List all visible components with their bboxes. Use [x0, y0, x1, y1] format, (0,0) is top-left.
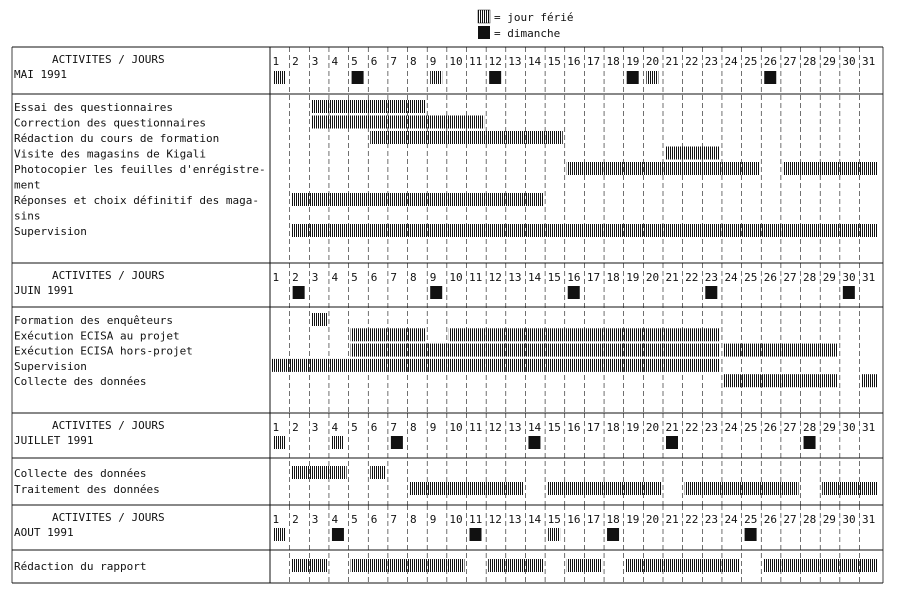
day-number: 27	[783, 513, 797, 526]
sunday-marker	[764, 71, 776, 84]
sunday-marker	[705, 286, 717, 299]
day-number: 19	[626, 271, 640, 284]
month-label: MAI 1991	[14, 68, 67, 81]
activity-bar	[351, 328, 426, 341]
month-label: JUIN 1991	[14, 284, 74, 297]
day-number: 12	[488, 55, 502, 68]
day-number: 20	[645, 55, 660, 68]
sunday-marker	[745, 528, 757, 541]
day-number: 16	[567, 513, 581, 526]
month-label: AOUT 1991	[14, 526, 74, 539]
day-number: 5	[351, 271, 358, 284]
day-number: 7	[390, 421, 398, 434]
day-number: 9	[429, 55, 437, 68]
day-number: 24	[724, 271, 738, 284]
sunday-marker	[391, 436, 403, 449]
day-number: 10	[449, 271, 463, 284]
month-label: JUILLET 1991	[14, 434, 94, 447]
activity-bar	[783, 162, 877, 175]
day-number: 3	[311, 513, 319, 526]
sunday-legend-label: = dimanche	[494, 27, 561, 40]
day-number: 21	[665, 421, 679, 434]
activity-bar	[665, 147, 720, 160]
activity-label: Exécution ECISA au projet	[14, 329, 180, 343]
activity-label: Supervision	[14, 225, 87, 238]
day-number: 1	[272, 513, 280, 526]
header-title: ACTIVITES / JOURS	[52, 511, 165, 524]
header-title: ACTIVITES / JOURS	[52, 53, 165, 66]
day-number: 22	[685, 271, 699, 284]
day-number: 24	[724, 421, 738, 434]
sunday-marker	[293, 286, 305, 299]
day-number: 20	[645, 513, 660, 526]
activity-bar	[272, 359, 720, 372]
day-number: 31	[862, 421, 876, 434]
day-number: 4	[331, 55, 339, 68]
activity-bar	[724, 344, 838, 357]
activity-bar	[311, 100, 425, 113]
day-number: 23	[704, 421, 719, 434]
day-number: 27	[783, 55, 797, 68]
activity-bar	[626, 559, 740, 572]
day-number: 2	[292, 55, 299, 68]
activity-label: Rédaction du cours de formation	[14, 132, 220, 145]
day-number: 13	[508, 513, 522, 526]
sunday-marker	[666, 436, 678, 449]
activity-label: Collecte des données	[14, 375, 147, 389]
day-number: 25	[744, 421, 758, 434]
day-number: 7	[390, 271, 398, 284]
day-number: 12	[488, 271, 502, 284]
day-number: 10	[449, 421, 463, 434]
day-number: 16	[567, 55, 581, 68]
holiday-marker	[273, 71, 285, 84]
day-number: 19	[626, 421, 640, 434]
day-number: 14	[527, 55, 542, 68]
day-number: 13	[508, 421, 522, 434]
activity-bar	[685, 482, 799, 495]
day-number: 31	[862, 55, 876, 68]
day-number: 3	[311, 421, 319, 434]
schedule-grid	[12, 47, 883, 583]
sunday-marker	[352, 71, 364, 84]
day-number: 3	[311, 55, 319, 68]
day-number: 4	[331, 421, 339, 434]
activity-bar	[488, 559, 543, 572]
sunday-marker	[843, 286, 855, 299]
activity-label: Formation des enquêteurs	[14, 314, 173, 327]
day-number: 29	[822, 55, 836, 68]
day-number: 8	[410, 271, 417, 284]
activity-bar	[370, 466, 386, 479]
day-number: 5	[351, 55, 358, 68]
month-block-juin	[12, 263, 883, 413]
day-number: 9	[429, 421, 437, 434]
day-number: 14	[527, 421, 542, 434]
activity-bar	[351, 559, 465, 572]
day-number: 7	[390, 55, 398, 68]
day-number: 26	[763, 513, 777, 526]
day-number: 17	[586, 55, 601, 68]
day-number: 1	[272, 421, 280, 434]
day-number: 21	[665, 55, 679, 68]
sunday-marker	[528, 436, 540, 449]
day-number: 6	[370, 513, 378, 526]
day-number: 5	[351, 513, 358, 526]
day-number: 10	[449, 55, 463, 68]
sunday-marker	[430, 286, 442, 299]
activity-label: Collecte des données	[14, 467, 147, 480]
sunday-marker	[607, 528, 619, 541]
day-number: 28	[803, 55, 817, 68]
day-number: 30	[842, 55, 856, 68]
day-number: 6	[370, 421, 378, 434]
day-number: 7	[390, 513, 398, 526]
day-number: 31	[862, 513, 876, 526]
activity-label: Visite des magasins de Kigali	[14, 147, 207, 161]
sunday-marker	[489, 71, 501, 84]
day-number: 15	[547, 513, 561, 526]
day-number: 30	[842, 421, 856, 434]
holiday-marker	[646, 71, 658, 84]
day-number: 28	[803, 421, 817, 434]
day-number: 14	[527, 513, 542, 526]
day-number: 6	[370, 271, 378, 284]
day-number: 8	[410, 55, 417, 68]
day-number: 17	[586, 513, 601, 526]
activity-bar	[763, 559, 877, 572]
holiday-legend-label: = jour férié	[494, 11, 574, 24]
day-number: 17	[586, 421, 601, 434]
activity-label: Traitement des données	[14, 483, 160, 496]
day-number: 23	[704, 513, 719, 526]
day-number: 24	[724, 513, 738, 526]
day-number: 19	[626, 513, 640, 526]
activity-bar	[724, 374, 838, 387]
activity-label: Exécution ECISA hors-projet	[14, 344, 193, 358]
day-number: 8	[410, 421, 417, 434]
activity-bar	[567, 162, 760, 175]
day-number: 18	[606, 421, 620, 434]
day-number: 21	[665, 271, 679, 284]
day-number: 26	[763, 271, 777, 284]
month-block-aout	[12, 505, 883, 583]
day-number: 30	[842, 271, 856, 284]
day-number: 9	[429, 513, 437, 526]
header-title: ACTIVITES / JOURS	[52, 419, 165, 432]
holiday-marker	[273, 528, 285, 541]
day-number: 4	[331, 271, 339, 284]
day-number: 13	[508, 271, 522, 284]
activity-label: Photocopier les feuilles d'enrégistre-	[14, 163, 266, 176]
day-number: 27	[783, 271, 797, 284]
holiday-marker	[548, 528, 560, 541]
month-block-mai	[12, 47, 883, 263]
day-number: 28	[803, 513, 817, 526]
day-number: 26	[763, 421, 777, 434]
legend	[478, 10, 573, 40]
sunday-marker	[332, 528, 344, 541]
day-number: 20	[645, 421, 660, 434]
activity-bar	[292, 466, 347, 479]
activity-bar	[547, 482, 661, 495]
day-number: 18	[606, 55, 620, 68]
sunday-marker	[568, 286, 580, 299]
activity-label: Essai des questionnaires	[14, 101, 173, 114]
holiday-marker	[332, 436, 344, 449]
day-number: 11	[469, 421, 483, 434]
day-number: 27	[783, 421, 797, 434]
day-number: 29	[822, 271, 836, 284]
sunday-marker	[804, 436, 816, 449]
day-number: 1	[272, 55, 280, 68]
activity-bar	[351, 344, 720, 357]
activity-label: Supervision	[14, 359, 87, 373]
sunday-marker	[470, 528, 482, 541]
activity-bar	[292, 193, 543, 206]
day-number: 12	[488, 513, 502, 526]
day-number: 22	[685, 55, 699, 68]
day-number: 22	[685, 513, 699, 526]
activity-bar	[822, 482, 877, 495]
day-number: 29	[822, 421, 836, 434]
day-number: 31	[862, 271, 876, 284]
activity-label: ment	[14, 178, 41, 192]
day-number: 23	[704, 271, 719, 284]
activity-bar	[370, 131, 563, 144]
day-number: 28	[803, 271, 817, 284]
day-number: 15	[547, 421, 561, 434]
activity-bar	[567, 559, 602, 572]
day-number: 1	[272, 271, 280, 284]
sunday-marker	[627, 71, 639, 84]
day-number: 5	[351, 421, 358, 434]
day-number: 29	[822, 513, 836, 526]
day-number: 18	[606, 271, 620, 284]
day-number: 8	[410, 513, 417, 526]
activity-label: Correction des questionnaires	[14, 116, 207, 130]
day-number: 10	[449, 513, 463, 526]
day-number: 11	[469, 513, 483, 526]
day-number: 30	[842, 513, 856, 526]
holiday-marker	[273, 436, 285, 449]
day-number: 21	[665, 513, 679, 526]
activity-bar	[311, 313, 327, 326]
day-number: 25	[744, 271, 758, 284]
day-number: 11	[469, 271, 483, 284]
day-number: 11	[469, 55, 483, 68]
sunday-legend-swatch	[478, 26, 490, 39]
activity-bar	[311, 116, 484, 129]
day-number: 24	[724, 55, 738, 68]
day-number: 19	[626, 55, 640, 68]
day-number: 23	[704, 55, 719, 68]
day-number: 22	[685, 421, 699, 434]
day-number: 2	[292, 271, 299, 284]
activity-label: Rédaction du rapport	[14, 560, 147, 573]
day-number: 15	[547, 55, 561, 68]
day-number: 3	[311, 271, 319, 284]
day-number: 16	[567, 271, 581, 284]
day-number: 16	[567, 421, 581, 434]
day-number: 2	[292, 421, 299, 434]
day-number: 4	[331, 513, 339, 526]
day-number: 25	[744, 513, 758, 526]
day-number: 9	[429, 271, 437, 284]
day-number: 15	[547, 271, 561, 284]
day-number: 20	[645, 271, 660, 284]
activity-label: Réponses et choix définitif des maga-	[14, 194, 260, 207]
activity-bar	[862, 374, 878, 387]
day-number: 25	[744, 55, 758, 68]
activity-label: sins	[14, 209, 41, 223]
day-number: 2	[292, 513, 299, 526]
header-title: ACTIVITES / JOURS	[52, 269, 165, 282]
day-number: 14	[527, 271, 542, 284]
day-number: 6	[370, 55, 378, 68]
day-number: 18	[606, 513, 620, 526]
holiday-marker	[430, 71, 442, 84]
month-block-juillet	[12, 413, 883, 505]
day-number: 26	[763, 55, 777, 68]
activity-bar	[449, 328, 720, 341]
day-number: 12	[488, 421, 502, 434]
day-number: 13	[508, 55, 522, 68]
activity-bar	[292, 559, 327, 572]
activity-bar	[410, 482, 524, 495]
day-number: 17	[586, 271, 601, 284]
activity-bar	[292, 224, 878, 237]
holiday-legend-swatch	[478, 10, 490, 23]
